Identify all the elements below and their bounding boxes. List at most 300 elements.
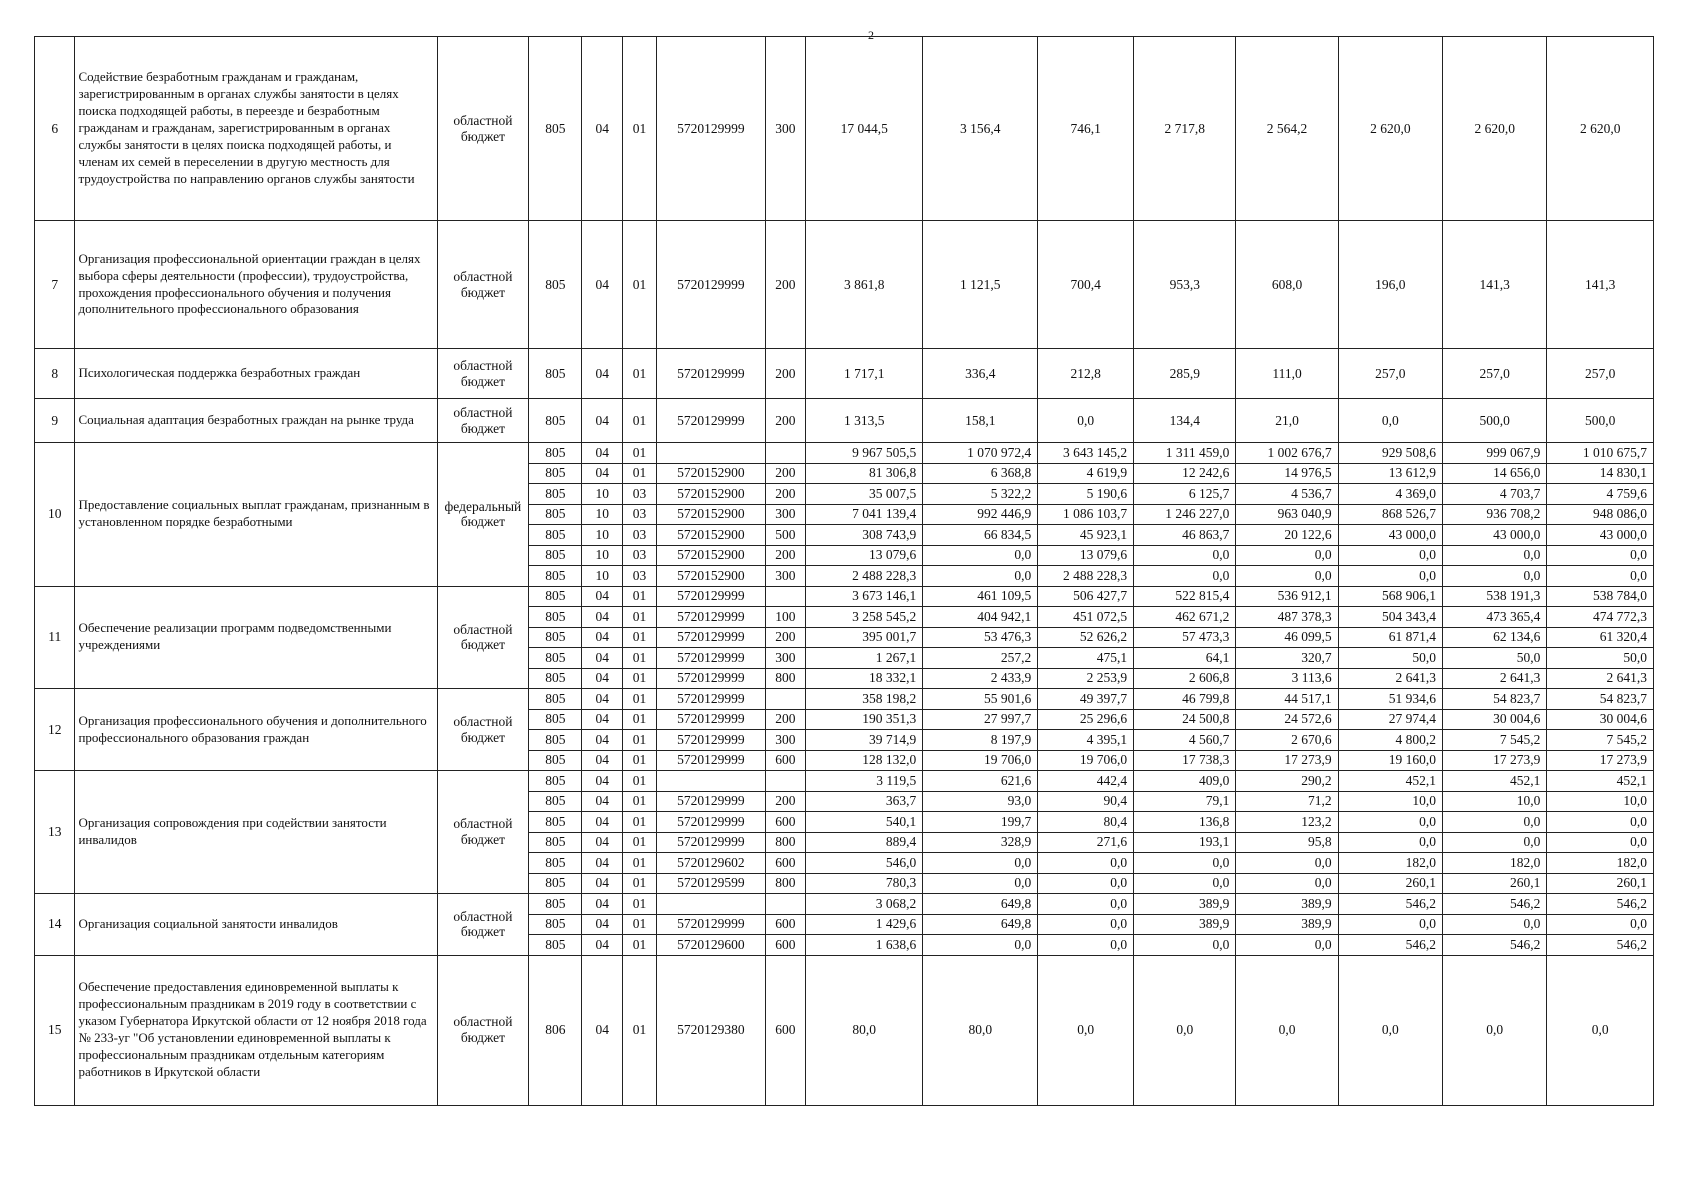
amount-year-6: 2 641,3: [1443, 668, 1547, 689]
amount-year-1: 19 706,0: [923, 750, 1038, 771]
target-article: 5720152900: [657, 504, 766, 525]
amount-year-7: 1 010 675,7: [1547, 443, 1654, 464]
amount-year-1: 649,8: [923, 914, 1038, 935]
amount-year-5: 4 369,0: [1338, 484, 1442, 505]
expense-type: 800: [765, 873, 805, 894]
amount-year-2: 271,6: [1038, 832, 1134, 853]
subsection-code: 03: [622, 484, 656, 505]
amount-year-3: 0,0: [1134, 853, 1236, 874]
amount-year-1: 0,0: [923, 853, 1038, 874]
section-code: 04: [582, 935, 622, 956]
amount-year-3: 193,1: [1134, 832, 1236, 853]
amount-year-1: 3 156,4: [923, 37, 1038, 221]
amount-year-2: 506 427,7: [1038, 586, 1134, 607]
amount-year-4: 320,7: [1236, 648, 1338, 669]
amount-year-3: 522 815,4: [1134, 586, 1236, 607]
funding-source: областной бюджет: [437, 955, 529, 1105]
amount-year-6: 43 000,0: [1443, 525, 1547, 546]
funding-source: областной бюджет: [437, 771, 529, 894]
amount-year-2: 90,4: [1038, 791, 1134, 812]
expense-type: 300: [765, 730, 805, 751]
expense-type: [765, 771, 805, 792]
amount-year-2: 2 253,9: [1038, 668, 1134, 689]
amount-year-6: 2 620,0: [1443, 37, 1547, 221]
amount-year-4: 0,0: [1236, 566, 1338, 587]
amount-year-1: 0,0: [923, 545, 1038, 566]
amount-year-4: 487 378,3: [1236, 607, 1338, 628]
amount-year-6: 473 365,4: [1443, 607, 1547, 628]
amount-year-7: 2 641,3: [1547, 668, 1654, 689]
funding-source: областной бюджет: [437, 689, 529, 771]
amount-year-5: 10,0: [1338, 791, 1442, 812]
target-article: [657, 443, 766, 464]
table-row: [35, 586, 1654, 607]
amount-year-1: 66 834,5: [923, 525, 1038, 546]
target-article: 5720129999: [657, 914, 766, 935]
admin-code: 805: [529, 873, 582, 894]
amount-year-4: 536 912,1: [1236, 586, 1338, 607]
expense-type: 600: [765, 812, 805, 833]
amount-year-6: 54 823,7: [1443, 689, 1547, 710]
amount-year-7: 61 320,4: [1547, 627, 1654, 648]
subsection-code: 03: [622, 504, 656, 525]
amount-year-7: 17 273,9: [1547, 750, 1654, 771]
target-article: 5720129999: [657, 709, 766, 730]
amount-year-2: 4 395,1: [1038, 730, 1134, 751]
amount-year-2: 442,4: [1038, 771, 1134, 792]
amount-year-7: 0,0: [1547, 566, 1654, 587]
amount-year-6: 546,2: [1443, 894, 1547, 915]
measure-name: Содействие безработным гражданам и гражданам, зарегистрированным в органах службы занятости в целях поиска подходящей работы, в переезде и безработным гражданам и гражданам, зарегистрированным в органах службы занятости в целях поиска подходящей работы, и членам их семей в переселении в другую местность для трудоустройства по направлению органов службы занятости: [75, 37, 437, 221]
target-article: 5720129380: [657, 955, 766, 1105]
section-code: 04: [582, 668, 622, 689]
amount-year-4: 3 113,6: [1236, 668, 1338, 689]
amount-year-3: 0,0: [1134, 935, 1236, 956]
amount-year-7: 546,2: [1547, 935, 1654, 956]
target-article: [657, 771, 766, 792]
amount-year-6: 0,0: [1443, 545, 1547, 566]
expense-type: 200: [765, 545, 805, 566]
subsection-code: 01: [622, 914, 656, 935]
amount-year-7: 0,0: [1547, 812, 1654, 833]
section-code: 10: [582, 484, 622, 505]
admin-code: 805: [529, 566, 582, 587]
amount-year-2: 80,4: [1038, 812, 1134, 833]
amount-year-4: 963 040,9: [1236, 504, 1338, 525]
amount-total: 358 198,2: [806, 689, 923, 710]
amount-total: 363,7: [806, 791, 923, 812]
target-article: 5720152900: [657, 545, 766, 566]
amount-year-3: 6 125,7: [1134, 484, 1236, 505]
amount-year-7: 538 784,0: [1547, 586, 1654, 607]
amount-year-7: 182,0: [1547, 853, 1654, 874]
expense-type: 200: [765, 463, 805, 484]
amount-year-1: 0,0: [923, 566, 1038, 587]
target-article: 5720129999: [657, 627, 766, 648]
admin-code: 805: [529, 853, 582, 874]
admin-code: 805: [529, 894, 582, 915]
amount-year-5: 51 934,6: [1338, 689, 1442, 710]
target-article: 5720152900: [657, 484, 766, 505]
amount-year-1: 93,0: [923, 791, 1038, 812]
subsection-code: 01: [622, 955, 656, 1105]
amount-year-3: 136,8: [1134, 812, 1236, 833]
amount-total: 13 079,6: [806, 545, 923, 566]
amount-year-7: 141,3: [1547, 221, 1654, 349]
amount-total: 190 351,3: [806, 709, 923, 730]
admin-code: 805: [529, 399, 582, 443]
amount-year-3: 46 799,8: [1134, 689, 1236, 710]
section-code: 04: [582, 914, 622, 935]
expense-type: 200: [765, 399, 805, 443]
amount-year-2: 13 079,6: [1038, 545, 1134, 566]
section-code: 04: [582, 832, 622, 853]
amount-year-4: 95,8: [1236, 832, 1338, 853]
amount-year-6: 260,1: [1443, 873, 1547, 894]
amount-year-6: 999 067,9: [1443, 443, 1547, 464]
section-code: 04: [582, 648, 622, 669]
amount-total: 2 488 228,3: [806, 566, 923, 587]
amount-year-5: 929 508,6: [1338, 443, 1442, 464]
subsection-code: 01: [622, 399, 656, 443]
target-article: 5720129999: [657, 37, 766, 221]
amount-year-2: 0,0: [1038, 873, 1134, 894]
amount-year-1: 336,4: [923, 349, 1038, 399]
amount-year-6: 14 656,0: [1443, 463, 1547, 484]
amount-year-7: 500,0: [1547, 399, 1654, 443]
expense-type: 600: [765, 955, 805, 1105]
amount-year-5: 868 526,7: [1338, 504, 1442, 525]
subsection-code: 01: [622, 771, 656, 792]
section-code: 04: [582, 812, 622, 833]
amount-year-6: 7 545,2: [1443, 730, 1547, 751]
amount-year-2: 3 643 145,2: [1038, 443, 1134, 464]
admin-code: 805: [529, 771, 582, 792]
table-body: [35, 37, 1654, 1106]
amount-year-1: 257,2: [923, 648, 1038, 669]
measure-name: Организация профессиональной ориентации граждан в целях выбора сферы деятельности (профессии), трудоустройства, прохождения профессионального обучения и получения дополнительного профессионального образования: [75, 221, 437, 349]
funding-source: областной бюджет: [437, 37, 529, 221]
measure-name: Организация сопровождения при содействии занятости инвалидов: [75, 771, 437, 894]
funding-source: областной бюджет: [437, 586, 529, 689]
section-code: 04: [582, 709, 622, 730]
amount-total: 128 132,0: [806, 750, 923, 771]
admin-code: 806: [529, 955, 582, 1105]
expense-type: [765, 689, 805, 710]
amount-year-3: 389,9: [1134, 914, 1236, 935]
amount-year-2: 4 619,9: [1038, 463, 1134, 484]
amount-year-2: 212,8: [1038, 349, 1134, 399]
expense-type: 200: [765, 221, 805, 349]
subsection-code: 01: [622, 648, 656, 669]
measure-name: Организация профессионального обучения и дополнительного профессионального образования граждан: [75, 689, 437, 771]
row-number: 7: [35, 221, 75, 349]
amount-year-4: 17 273,9: [1236, 750, 1338, 771]
amount-total: 308 743,9: [806, 525, 923, 546]
amount-total: 546,0: [806, 853, 923, 874]
amount-year-6: 500,0: [1443, 399, 1547, 443]
amount-year-3: 0,0: [1134, 566, 1236, 587]
table-row: [35, 221, 1654, 349]
subsection-code: 01: [622, 668, 656, 689]
row-number: 14: [35, 894, 75, 956]
table-row: [35, 37, 1654, 221]
amount-year-4: 0,0: [1236, 955, 1338, 1105]
target-article: 5720152900: [657, 525, 766, 546]
amount-total: 17 044,5: [806, 37, 923, 221]
amount-year-5: 260,1: [1338, 873, 1442, 894]
amount-year-3: 462 671,2: [1134, 607, 1236, 628]
amount-year-7: 0,0: [1547, 955, 1654, 1105]
expense-type: 800: [765, 832, 805, 853]
amount-year-5: 504 343,4: [1338, 607, 1442, 628]
amount-year-7: 43 000,0: [1547, 525, 1654, 546]
amount-year-7: 54 823,7: [1547, 689, 1654, 710]
amount-year-6: 936 708,2: [1443, 504, 1547, 525]
admin-code: 805: [529, 607, 582, 628]
amount-year-4: 20 122,6: [1236, 525, 1338, 546]
amount-year-1: 199,7: [923, 812, 1038, 833]
expense-type: 300: [765, 37, 805, 221]
amount-year-5: 43 000,0: [1338, 525, 1442, 546]
funding-source: областной бюджет: [437, 349, 529, 399]
amount-year-3: 0,0: [1134, 545, 1236, 566]
amount-year-3: 2 606,8: [1134, 668, 1236, 689]
expense-type: 500: [765, 525, 805, 546]
amount-total: 18 332,1: [806, 668, 923, 689]
amount-year-5: 0,0: [1338, 812, 1442, 833]
amount-year-4: 46 099,5: [1236, 627, 1338, 648]
admin-code: 805: [529, 525, 582, 546]
expense-type: 200: [765, 349, 805, 399]
amount-total: 780,3: [806, 873, 923, 894]
amount-year-4: 44 517,1: [1236, 689, 1338, 710]
amount-year-4: 0,0: [1236, 545, 1338, 566]
amount-year-2: 0,0: [1038, 399, 1134, 443]
amount-total: 39 714,9: [806, 730, 923, 751]
target-article: 5720129999: [657, 221, 766, 349]
amount-year-5: 0,0: [1338, 914, 1442, 935]
subsection-code: 01: [622, 812, 656, 833]
admin-code: 805: [529, 791, 582, 812]
amount-year-2: 0,0: [1038, 853, 1134, 874]
amount-year-5: 4 800,2: [1338, 730, 1442, 751]
section-code: 10: [582, 566, 622, 587]
row-number: 12: [35, 689, 75, 771]
amount-year-6: 10,0: [1443, 791, 1547, 812]
amount-year-7: 0,0: [1547, 832, 1654, 853]
amount-year-3: 4 560,7: [1134, 730, 1236, 751]
measure-name: Социальная адаптация безработных граждан на рынке труда: [75, 399, 437, 443]
amount-year-2: 1 086 103,7: [1038, 504, 1134, 525]
amount-year-1: 0,0: [923, 873, 1038, 894]
amount-year-2: 19 706,0: [1038, 750, 1134, 771]
amount-year-6: 538 191,3: [1443, 586, 1547, 607]
subsection-code: 03: [622, 525, 656, 546]
amount-year-4: 2 670,6: [1236, 730, 1338, 751]
expense-type: [765, 894, 805, 915]
amount-year-1: 328,9: [923, 832, 1038, 853]
subsection-code: 01: [622, 586, 656, 607]
amount-year-6: 0,0: [1443, 832, 1547, 853]
admin-code: 805: [529, 648, 582, 669]
amount-year-2: 5 190,6: [1038, 484, 1134, 505]
section-code: 04: [582, 771, 622, 792]
amount-year-5: 13 612,9: [1338, 463, 1442, 484]
table-row: [35, 399, 1654, 443]
amount-year-1: 2 433,9: [923, 668, 1038, 689]
amount-year-6: 141,3: [1443, 221, 1547, 349]
amount-year-4: 71,2: [1236, 791, 1338, 812]
amount-year-3: 134,4: [1134, 399, 1236, 443]
target-article: 5720129999: [657, 750, 766, 771]
amount-year-4: 608,0: [1236, 221, 1338, 349]
target-article: 5720129999: [657, 791, 766, 812]
funding-source: федеральный бюджет: [437, 443, 529, 587]
expense-type: 600: [765, 914, 805, 935]
funding-source: областной бюджет: [437, 221, 529, 349]
amount-total: 3 861,8: [806, 221, 923, 349]
amount-total: 1 313,5: [806, 399, 923, 443]
target-article: 5720129999: [657, 349, 766, 399]
expense-type: 200: [765, 791, 805, 812]
section-code: 04: [582, 627, 622, 648]
amount-year-7: 948 086,0: [1547, 504, 1654, 525]
amount-year-2: 700,4: [1038, 221, 1134, 349]
admin-code: 805: [529, 730, 582, 751]
funding-source: областной бюджет: [437, 399, 529, 443]
admin-code: 805: [529, 750, 582, 771]
amount-year-1: 1 121,5: [923, 221, 1038, 349]
amount-total: 7 041 139,4: [806, 504, 923, 525]
target-article: [657, 894, 766, 915]
amount-year-7: 0,0: [1547, 545, 1654, 566]
expense-type: [765, 443, 805, 464]
amount-year-3: 1 246 227,0: [1134, 504, 1236, 525]
amount-year-5: 0,0: [1338, 545, 1442, 566]
subsection-code: 01: [622, 894, 656, 915]
amount-year-4: 290,2: [1236, 771, 1338, 792]
amount-year-7: 0,0: [1547, 914, 1654, 935]
amount-year-6: 452,1: [1443, 771, 1547, 792]
amount-year-2: 0,0: [1038, 894, 1134, 915]
amount-total: 9 967 505,5: [806, 443, 923, 464]
row-number: 8: [35, 349, 75, 399]
row-number: 15: [35, 955, 75, 1105]
amount-total: 35 007,5: [806, 484, 923, 505]
section-code: 04: [582, 894, 622, 915]
amount-year-7: 546,2: [1547, 894, 1654, 915]
amount-year-3: 17 738,3: [1134, 750, 1236, 771]
row-number: 9: [35, 399, 75, 443]
amount-year-5: 50,0: [1338, 648, 1442, 669]
target-article: 5720129602: [657, 853, 766, 874]
amount-year-5: 2 620,0: [1338, 37, 1442, 221]
amount-year-4: 4 536,7: [1236, 484, 1338, 505]
section-code: 10: [582, 525, 622, 546]
admin-code: 805: [529, 832, 582, 853]
amount-year-7: 30 004,6: [1547, 709, 1654, 730]
amount-year-1: 55 901,6: [923, 689, 1038, 710]
amount-year-7: 2 620,0: [1547, 37, 1654, 221]
target-article: 5720129999: [657, 730, 766, 751]
funding-source: областной бюджет: [437, 894, 529, 956]
amount-total: 80,0: [806, 955, 923, 1105]
amount-year-4: 123,2: [1236, 812, 1338, 833]
amount-year-5: 196,0: [1338, 221, 1442, 349]
amount-year-1: 1 070 972,4: [923, 443, 1038, 464]
subsection-code: 01: [622, 689, 656, 710]
measure-name: Обеспечение предоставления единовременной выплаты к профессиональным праздникам в 2019 году в соответствии с указом Губернатора Иркутской области от 12 ноября 2018 года № 233-уг "Об установлении единовременной выплаты к профессиональным праздникам отдельным категориям работников в Иркутской области: [75, 955, 437, 1105]
section-code: 04: [582, 730, 622, 751]
amount-year-2: 451 072,5: [1038, 607, 1134, 628]
admin-code: 805: [529, 545, 582, 566]
amount-year-7: 474 772,3: [1547, 607, 1654, 628]
admin-code: 805: [529, 668, 582, 689]
amount-year-3: 1 311 459,0: [1134, 443, 1236, 464]
amount-year-1: 0,0: [923, 935, 1038, 956]
section-code: 04: [582, 853, 622, 874]
amount-year-5: 19 160,0: [1338, 750, 1442, 771]
subsection-code: 01: [622, 750, 656, 771]
table-row: [35, 771, 1654, 792]
amount-year-1: 27 997,7: [923, 709, 1038, 730]
subsection-code: 01: [622, 607, 656, 628]
amount-year-5: 452,1: [1338, 771, 1442, 792]
subsection-code: 01: [622, 791, 656, 812]
amount-total: 81 306,8: [806, 463, 923, 484]
measure-name: Предоставление социальных выплат гражданам, признанным в установленном порядке безработными: [75, 443, 437, 587]
target-article: 5720129999: [657, 586, 766, 607]
admin-code: 805: [529, 504, 582, 525]
target-article: 5720152900: [657, 566, 766, 587]
admin-code: 805: [529, 484, 582, 505]
subsection-code: 01: [622, 627, 656, 648]
admin-code: 805: [529, 689, 582, 710]
amount-year-7: 14 830,1: [1547, 463, 1654, 484]
subsection-code: 01: [622, 832, 656, 853]
amount-year-2: 45 923,1: [1038, 525, 1134, 546]
amount-year-6: 4 703,7: [1443, 484, 1547, 505]
amount-year-7: 452,1: [1547, 771, 1654, 792]
subsection-code: 01: [622, 730, 656, 751]
amount-total: 395 001,7: [806, 627, 923, 648]
amount-year-3: 2 717,8: [1134, 37, 1236, 221]
amount-year-5: 546,2: [1338, 894, 1442, 915]
expense-type: 200: [765, 627, 805, 648]
amount-year-3: 389,9: [1134, 894, 1236, 915]
amount-year-7: 10,0: [1547, 791, 1654, 812]
amount-total: 540,1: [806, 812, 923, 833]
admin-code: 805: [529, 586, 582, 607]
amount-total: 1 429,6: [806, 914, 923, 935]
amount-total: 1 717,1: [806, 349, 923, 399]
amount-year-1: 649,8: [923, 894, 1038, 915]
amount-year-4: 0,0: [1236, 853, 1338, 874]
amount-year-3: 12 242,6: [1134, 463, 1236, 484]
subsection-code: 03: [622, 545, 656, 566]
section-code: 04: [582, 443, 622, 464]
expense-type: 200: [765, 709, 805, 730]
amount-year-4: 0,0: [1236, 935, 1338, 956]
expense-type: 600: [765, 935, 805, 956]
admin-code: 805: [529, 443, 582, 464]
amount-year-7: 4 759,6: [1547, 484, 1654, 505]
section-code: 10: [582, 504, 622, 525]
subsection-code: 01: [622, 349, 656, 399]
row-number: 11: [35, 586, 75, 689]
amount-year-5: 27 974,4: [1338, 709, 1442, 730]
